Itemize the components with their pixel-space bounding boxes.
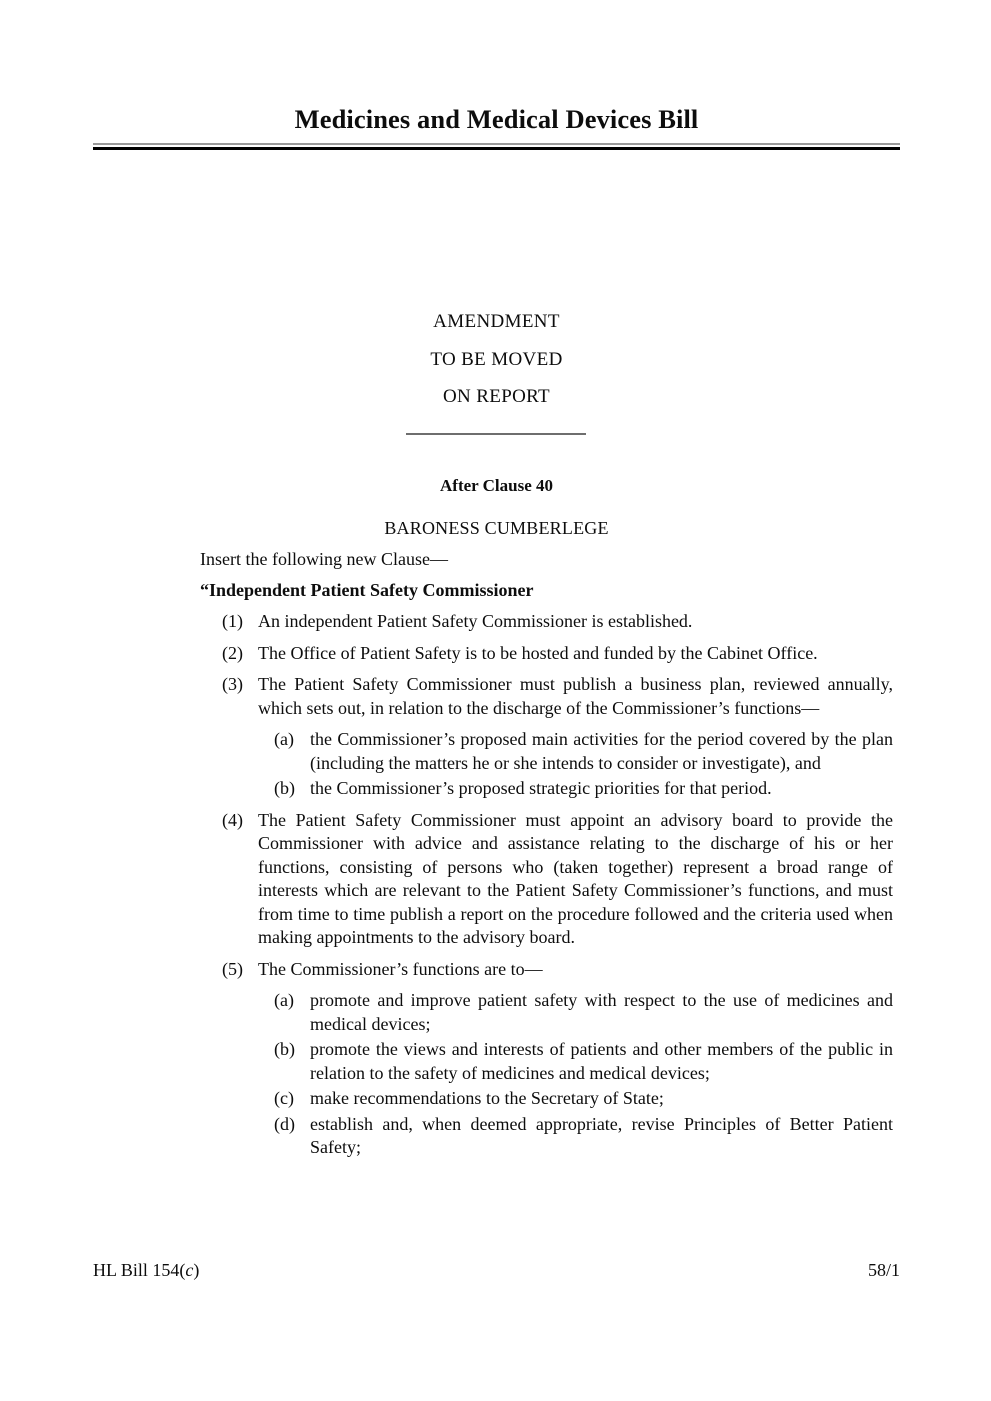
provision-text: An independent Patient Safety Commissioner is established. — [258, 611, 693, 631]
subprovision-text: promote and improve patient safety with respect to the use of medicines and medical devices; — [310, 990, 893, 1034]
provision-marker: (5) — [222, 958, 243, 979]
subprovision-item — [200, 728, 893, 775]
provision-marker: (1) — [222, 611, 243, 631]
amendment-header — [93, 303, 900, 416]
lead-in-text: Insert the following new Clause— — [200, 549, 448, 569]
clause-heading: “Independent Patient Safety Commissioner — [200, 579, 534, 600]
page-number: 58/1 — [867, 1260, 900, 1280]
subprovision-item — [200, 1087, 893, 1111]
amendment-header-line-1: AMENDMENT — [433, 311, 560, 332]
provision-item — [200, 809, 893, 950]
subprovision-text: promote the views and interests of patients and other members of the public in relation to the safety of medicines and medical devices; — [310, 1039, 893, 1083]
subprovision-group — [200, 989, 893, 1160]
subprovision-group — [200, 728, 893, 801]
page-footer — [93, 1260, 900, 1281]
bill-number-suffix: ) — [193, 1260, 200, 1280]
subprovision-text: the Commissioner’s proposed main activities for the period covered by the plan (including the matters he or she intends to consider or investigate), and — [310, 729, 893, 773]
subprovision-marker: (b) — [274, 1039, 295, 1059]
title-divider — [93, 143, 900, 150]
provision-item — [200, 610, 893, 634]
subprovision-marker: (a) — [274, 990, 294, 1010]
subprovision-item — [200, 777, 893, 801]
provision-text: The Patient Safety Commissioner must publish a business plan, reviewed annually, which sets out, in relation to the discharge of the Commissioner’s functions— — [258, 674, 893, 718]
amendment-body — [200, 548, 893, 1168]
amendment-mover: BARONESS CUMBERLEGE — [384, 518, 609, 538]
provision-item — [200, 673, 893, 720]
bill-number-prefix: HL Bill 154( — [93, 1260, 186, 1280]
page-title: Medicines and Medical Devices Bill — [294, 104, 699, 134]
provision-marker: (3) — [222, 674, 243, 694]
subprovision-item — [200, 1038, 893, 1085]
subprovision-item — [200, 989, 893, 1036]
subprovision-marker: (a) — [274, 729, 294, 749]
provision-text: The Commissioner’s functions are to— — [258, 958, 543, 979]
provision-marker: (4) — [222, 809, 243, 830]
section-divider — [406, 433, 586, 435]
clause-reference: After Clause 40 — [440, 476, 553, 495]
subprovision-marker: (d) — [274, 1113, 295, 1134]
bill-number-italic: c — [185, 1260, 194, 1280]
title-divider-thick-rule — [93, 147, 900, 150]
provision-marker: (2) — [222, 642, 243, 663]
subprovision-text: make recommendations to the Secretary of State; — [310, 1088, 664, 1108]
subprovision-text: the Commissioner’s proposed strategic priorities for that period. — [310, 778, 772, 798]
amendment-header-line-2: TO BE MOVED — [430, 348, 563, 370]
subprovision-item — [200, 1113, 893, 1160]
amendment-header-line-3: ON REPORT — [442, 386, 551, 407]
subprovision-marker: (c) — [274, 1088, 294, 1108]
bill-number — [93, 1260, 199, 1281]
provision-item — [200, 958, 893, 982]
provision-text: The Patient Safety Commissioner must appoint an advisory board to provide the Commissioner with advice and assistance relating to the discharge of his or her functions, consisting of persons who (taken together) represent a broad range of interests which are relevant to the Patient Safety Commissioner’s functions, and must from time to time publish a report on the procedure followed and the criteria used when making appointments to the advisory board. — [258, 809, 893, 947]
subprovision-marker: (b) — [274, 778, 295, 798]
provision-item — [200, 642, 893, 666]
subprovision-text: establish and, when deemed appropriate, revise Principles of Better Patient Safety; — [310, 1113, 893, 1157]
provision-text: The Office of Patient Safety is to be hosted and funded by the Cabinet Office. — [258, 642, 818, 663]
